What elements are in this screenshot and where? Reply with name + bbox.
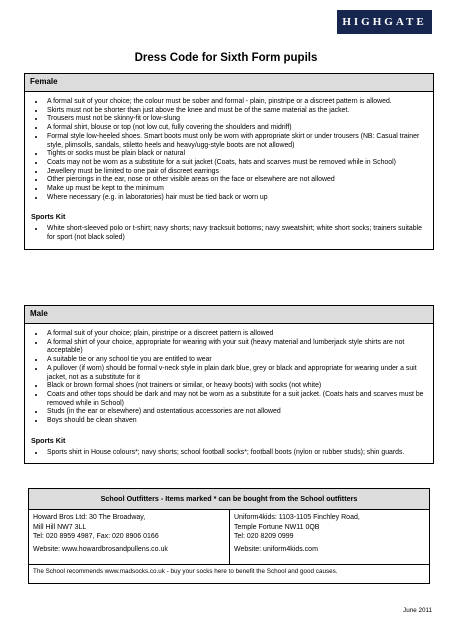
list-item: • Studs (in the ear or elsewhere) and ostentatious accessories are not allowed [45,408,427,417]
list-item: • A formal suit of your choice; plain, pinstripe or a discreet pattern is allowed [45,330,427,339]
school-logo [337,10,432,34]
list-item: • White short-sleeved polo or t-shirt; navy shorts; navy tracksuit bottoms; navy sweatshirt; white short socks; trainers suitable for sport (not black soled) [45,225,427,242]
outfitter-name: Howard Bros Ltd: 30 The Broadway, [33,514,146,521]
list-item: • Skirts must not be shorter than just above the knee and must be of the same material as the jacket. [45,107,427,116]
outfitter-address: Mill Hill NW7 3LL [33,523,87,531]
male-sports-kit-heading: Sports Kit [31,435,66,445]
madsocks-note: The School recommends www.madsocks.co.uk - buy your socks here to benefit the School and good causes. [33,568,338,575]
outfitters-table [28,488,430,584]
document-date: June 2011 [403,607,432,614]
list-item: • Tights or socks must be plain black or natural [45,150,427,159]
outfitter-website: Website: www.howardbrosandpullens.co.uk [33,545,168,553]
logo-text: HIGHGATE [342,16,427,28]
list-item: • A pullover (if worn) should be formal v-neck style in plain dark blue, grey or black and appropriate for wearing under a suit jacket, not as a substitute for it [45,365,427,382]
female-section [24,73,434,250]
list-item: • Formal style low-heeled shoes. Smart boots must only be worn with appropriate skirt or under trousers (NB: Casual trainer style, plimsolls, sandals, stiletto heels and heavy/ugg-style boots are not allowed) [45,133,427,150]
list-item: • Make up must be kept to the minimum [45,185,427,194]
list-item: • Boys should be clean shaven [45,417,427,426]
outfitter-phone: Tel: 020 8959 4987, Fax: 020 8906 0166 [33,533,159,540]
male-kit-list [31,449,427,458]
female-heading: Female [25,74,433,92]
list-item: • A formal suit of your choice; the colour must be sober and formal - plain, pinstripe or a discreet pattern is allowed. [45,98,427,107]
female-list [31,98,427,202]
outfitter-uniform4kids [229,510,429,564]
list-item: • Black or brown formal shoes (not trainers or similar, or heavy boots) with socks (not white) [45,382,427,391]
outfitter-phone: Tel: 020 8209 0999 [234,533,294,540]
male-heading: Male [25,306,433,324]
list-item: • A formal shirt, blouse or top (not low cut, fully covering the shoulders and midriff) [45,124,427,133]
male-section [24,305,434,464]
list-item: • Where necessary (e.g. in laboratories) hair must be tied back or worn up [45,194,427,203]
list-item: • A formal shirt of your choice, appropriate for wearing with your suit (heavy material and lumberjack style shirts are not acceptable) [45,339,427,356]
outfitter-address: Temple Fortune NW11 0QB [234,523,320,531]
list-item: • Other piercings in the ear, nose or other visible areas on the face or elsewhere are not allowed [45,176,427,185]
list-item: • Coats and other tops should be dark and may not be worn as a substitute for a suit jacket. (Coats hats and scarves must be removed while in School) [45,391,427,408]
female-sports-kit-heading: Sports Kit [31,212,66,222]
list-item: • Trousers must not be skinny-fit or low-slung [45,115,427,124]
outfitter-website: Website: uniform4kids.com [234,545,318,553]
list-item: • Jewellery must be limited to one pair of discreet earrings [45,168,427,177]
page-title: Dress Code for Sixth Form pupils [134,52,318,64]
male-list [31,330,427,426]
list-item: • A suitable tie or any school tie you are entitled to wear [45,356,427,365]
female-kit-list [31,225,427,242]
list-item: • Sports shirt in House colours*; navy shorts; school football socks*; football boots (nylon or rubber studs); shin guards. [45,449,427,458]
list-item: • Coats may not be worn as a substitute for a suit jacket (Coats, hats and scarves must be removed while in School) [45,159,427,168]
outfitters-heading: School Outfitters - Items marked * can be bought from the School outfitters [29,489,429,510]
outfitter-name: Uniform4kids: 1103-1105 Finchley Road, [234,514,360,521]
outfitter-howard-bros [29,510,229,564]
